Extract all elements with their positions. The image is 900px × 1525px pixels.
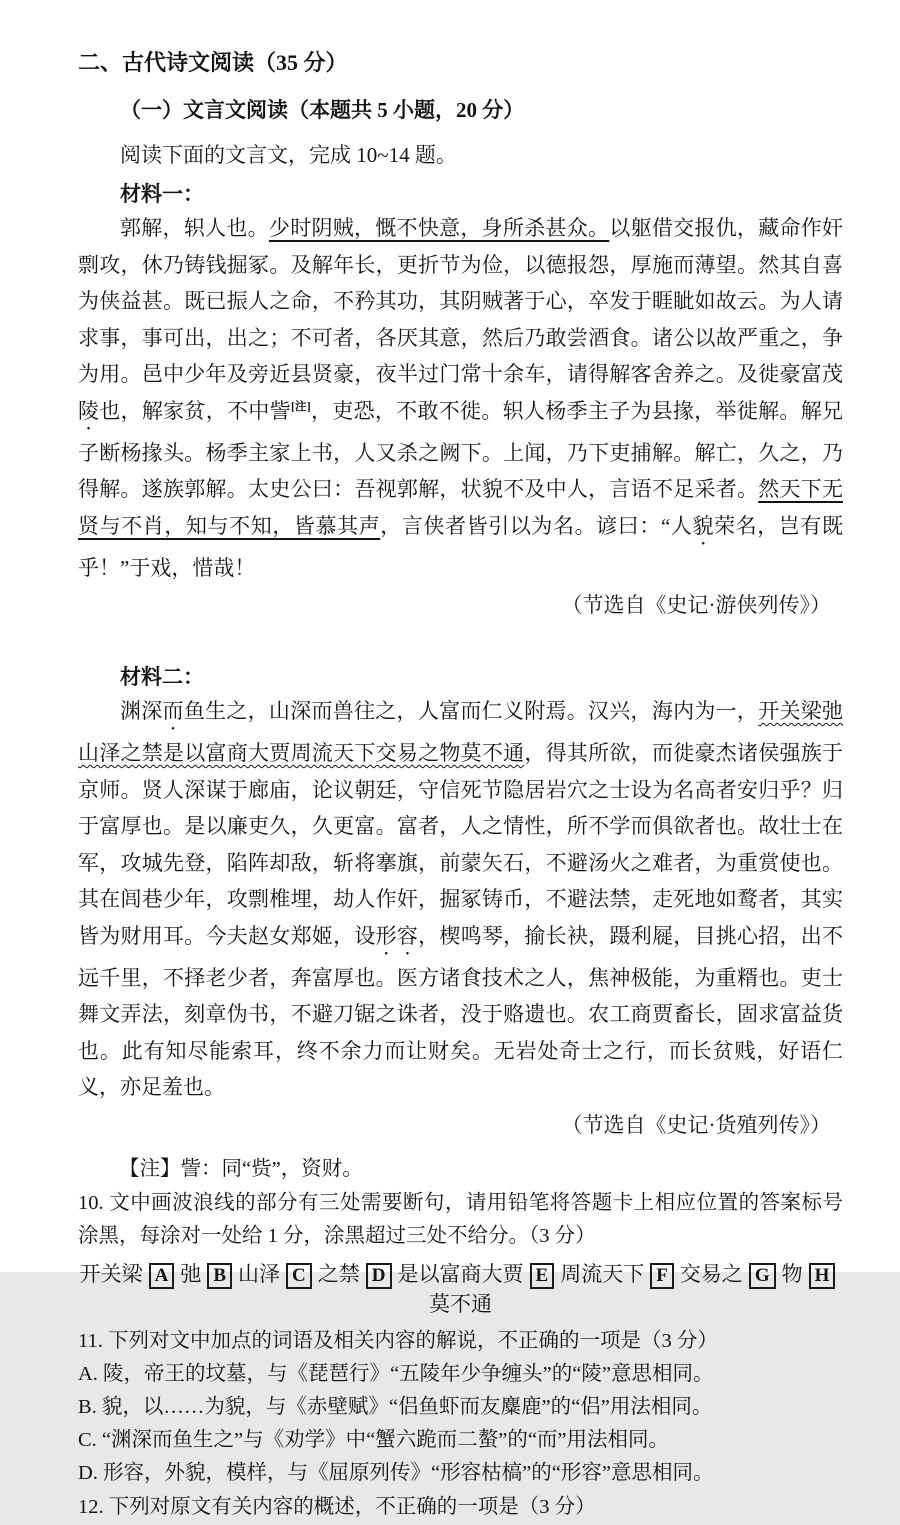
material-one-label: 材料一： <box>120 182 204 206</box>
underlined-text: 然天下无贤与不肖，知与不知，皆慕其声 <box>78 477 844 538</box>
plain-text: 莫不通 <box>429 1291 492 1316</box>
footnote-marker: [注] <box>290 400 311 413</box>
plain-text: ，吏恐，不敢不徙。轵人杨季主子为县掾，举徙解。解兄子断杨掾头。杨季主家上书，人又杀之阙下。上闻，乃下吏捕解。解亡，久之，乃得解。遂族郭解。太史公曰：吾视郭解，状貌不及中人，言语不足采者。 <box>78 398 844 501</box>
plain-text: 也，解家贫，不中訾 <box>99 398 291 423</box>
plain-text: ，楔鸣琴，揄长袂，蹑利屣，目挑心招，出不远千里，不择老少者，奔富厚也。医方诸食技术之人，焦神极能，为重糈也。吏士舞文弄法，刻章伪书，不避刀锯之诛者，没于赂遗也。农工商贾畜长，固求富益货也。此有知尽能索耳，终不余力而让财矣。无岩处奇士之行，而长贫贱，好语仁义，亦足羞也。 <box>78 923 844 1099</box>
underlined-text: 少时阴贼，慨不快意，身所杀甚众。 <box>268 216 610 240</box>
footnote: 【注】訾：同“赀”，资财。 <box>119 1157 363 1180</box>
plain-text: 是以富商大贾 <box>397 1261 524 1286</box>
emphasis-dot-text: 貌 <box>692 513 715 538</box>
plain-text: 鱼生之，山深而兽往之，人富而仁义附焉。汉兴，海内为一， <box>183 699 759 723</box>
plain-text: 弛 <box>180 1261 202 1286</box>
plain-text: 郭解，轵人也。 <box>120 216 269 240</box>
question-11: 11. 下列对文中加点的词语及相关内容的解说，不正确的一项是（3 分） <box>78 1329 718 1352</box>
answer-box-E: E <box>530 1263 555 1289</box>
subsection-heading: （一）文言文阅读（本题共 5 小题，20 分） <box>120 98 525 122</box>
answer-box-C: C <box>286 1263 312 1289</box>
plain-text: 物 <box>781 1261 803 1286</box>
plain-text: 交易之 <box>679 1261 743 1286</box>
emphasis-dot-text: 陵 <box>78 398 100 423</box>
plain-text: 山泽 <box>238 1261 281 1286</box>
plain-text: ，言侠者皆引以为名。谚曰：“人 <box>380 513 693 538</box>
plain-text: 以躯借交报仇，藏命作奸剽攻，休乃铸钱掘冢。及解年长，更折节为俭，以德报怨，厚施而薄望。然其自喜为侠益甚。既已振人之命，不矜其功，其阴贼著于心，卒发于睚眦如故云。为人请求事，事可出，出之；不可者，各厌其意，然后乃敢尝酒食。诸公以故严重之，争为用。邑中少年及旁近县贤豪，夜半过门常十余车，请得解客舍养之。及徙豪富茂 <box>78 216 844 386</box>
emphasis-dot-text: 形容 <box>375 923 419 948</box>
plain-text: ，得其所欲，而徙豪杰诸侯强族于京师。贤人深谋于廊庙，论议朝廷，守信死节隐居岩穴之士设为名高者安归乎？归于富厚也。是以廉吏久，久更富。富者，人之情性，所不学而俱欲者也。故壮士在军，攻城先登，陷阵却敌，斩将搴旗，前蒙矢石，不避汤火之难者，为重赏使也。其在闾巷少年，攻剽椎埋，劫人作奸，掘冢铸币，不避法禁，走死地如鹜者，其实皆为财用耳。今夫赵女郑姬，设 <box>78 741 844 948</box>
reading-instruction: 阅读下面的文言文，完成 10~14 题。 <box>120 143 457 167</box>
answer-box-F: F <box>650 1263 674 1289</box>
material-two-source: （节选自《史记·货殖列传》） <box>561 1112 831 1137</box>
materials-gap <box>78 619 843 661</box>
plain-text: 之禁 <box>317 1261 360 1286</box>
question-11-option-a: A. 陵，帝王的坟墓，与《琵琶行》“五陵年少争缠头”的“陵”意思相同。 <box>78 1363 714 1385</box>
sentence-breaking-line <box>78 1259 843 1319</box>
plain-text: 开关梁 <box>79 1261 143 1286</box>
question-10: 10. 文中画波浪线的部分有三处需要断句，请用铅笔将答题卡上相应位置的答案标号涂黑，每涂对一处给 1 分，涂黑超过三处不给分。（3 分） <box>78 1191 843 1247</box>
emphasis-dot-text: 而 <box>162 699 184 723</box>
question-11-option-c: C. “渊深而鱼生之”与《劝学》中“蟹六跪而二螯”的“而”用法相同。 <box>78 1429 670 1451</box>
plain-text: 周流天下 <box>560 1261 645 1286</box>
answer-box-H: H <box>809 1263 836 1289</box>
answer-box-B: B <box>207 1263 232 1289</box>
question-11-option-d: D. 形容，外貌，模样，与《屈原列传》“形容枯槁”的“形容”意思相同。 <box>78 1462 714 1484</box>
section-heading: 二、古代诗文阅读（35 分） <box>78 50 348 75</box>
plain-text: 荣名，岂有既乎！”于戏，惜哉！ <box>78 513 844 580</box>
answer-box-G: G <box>749 1263 776 1289</box>
plain-text: 渊深 <box>120 699 163 723</box>
material-two-label: 材料二： <box>120 665 204 689</box>
material-two-text <box>78 693 843 1106</box>
material-one-source: （节选自《史记·游侠列传》） <box>561 593 831 617</box>
material-one-text <box>78 210 843 586</box>
wavy-underlined-text: 开关梁弛山泽之禁是以富商大贾周流天下交易之物莫不通 <box>78 699 844 765</box>
answer-box-A: A <box>149 1263 175 1289</box>
question-11-option-b: B. 貌，以……为貌，与《赤壁赋》“侣鱼虾而友麋鹿”的“侣”用法相同。 <box>78 1396 713 1418</box>
answer-box-D: D <box>366 1263 392 1289</box>
question-12: 12. 下列对原文有关内容的概述，不正确的一项是（3 分） <box>78 1496 596 1518</box>
